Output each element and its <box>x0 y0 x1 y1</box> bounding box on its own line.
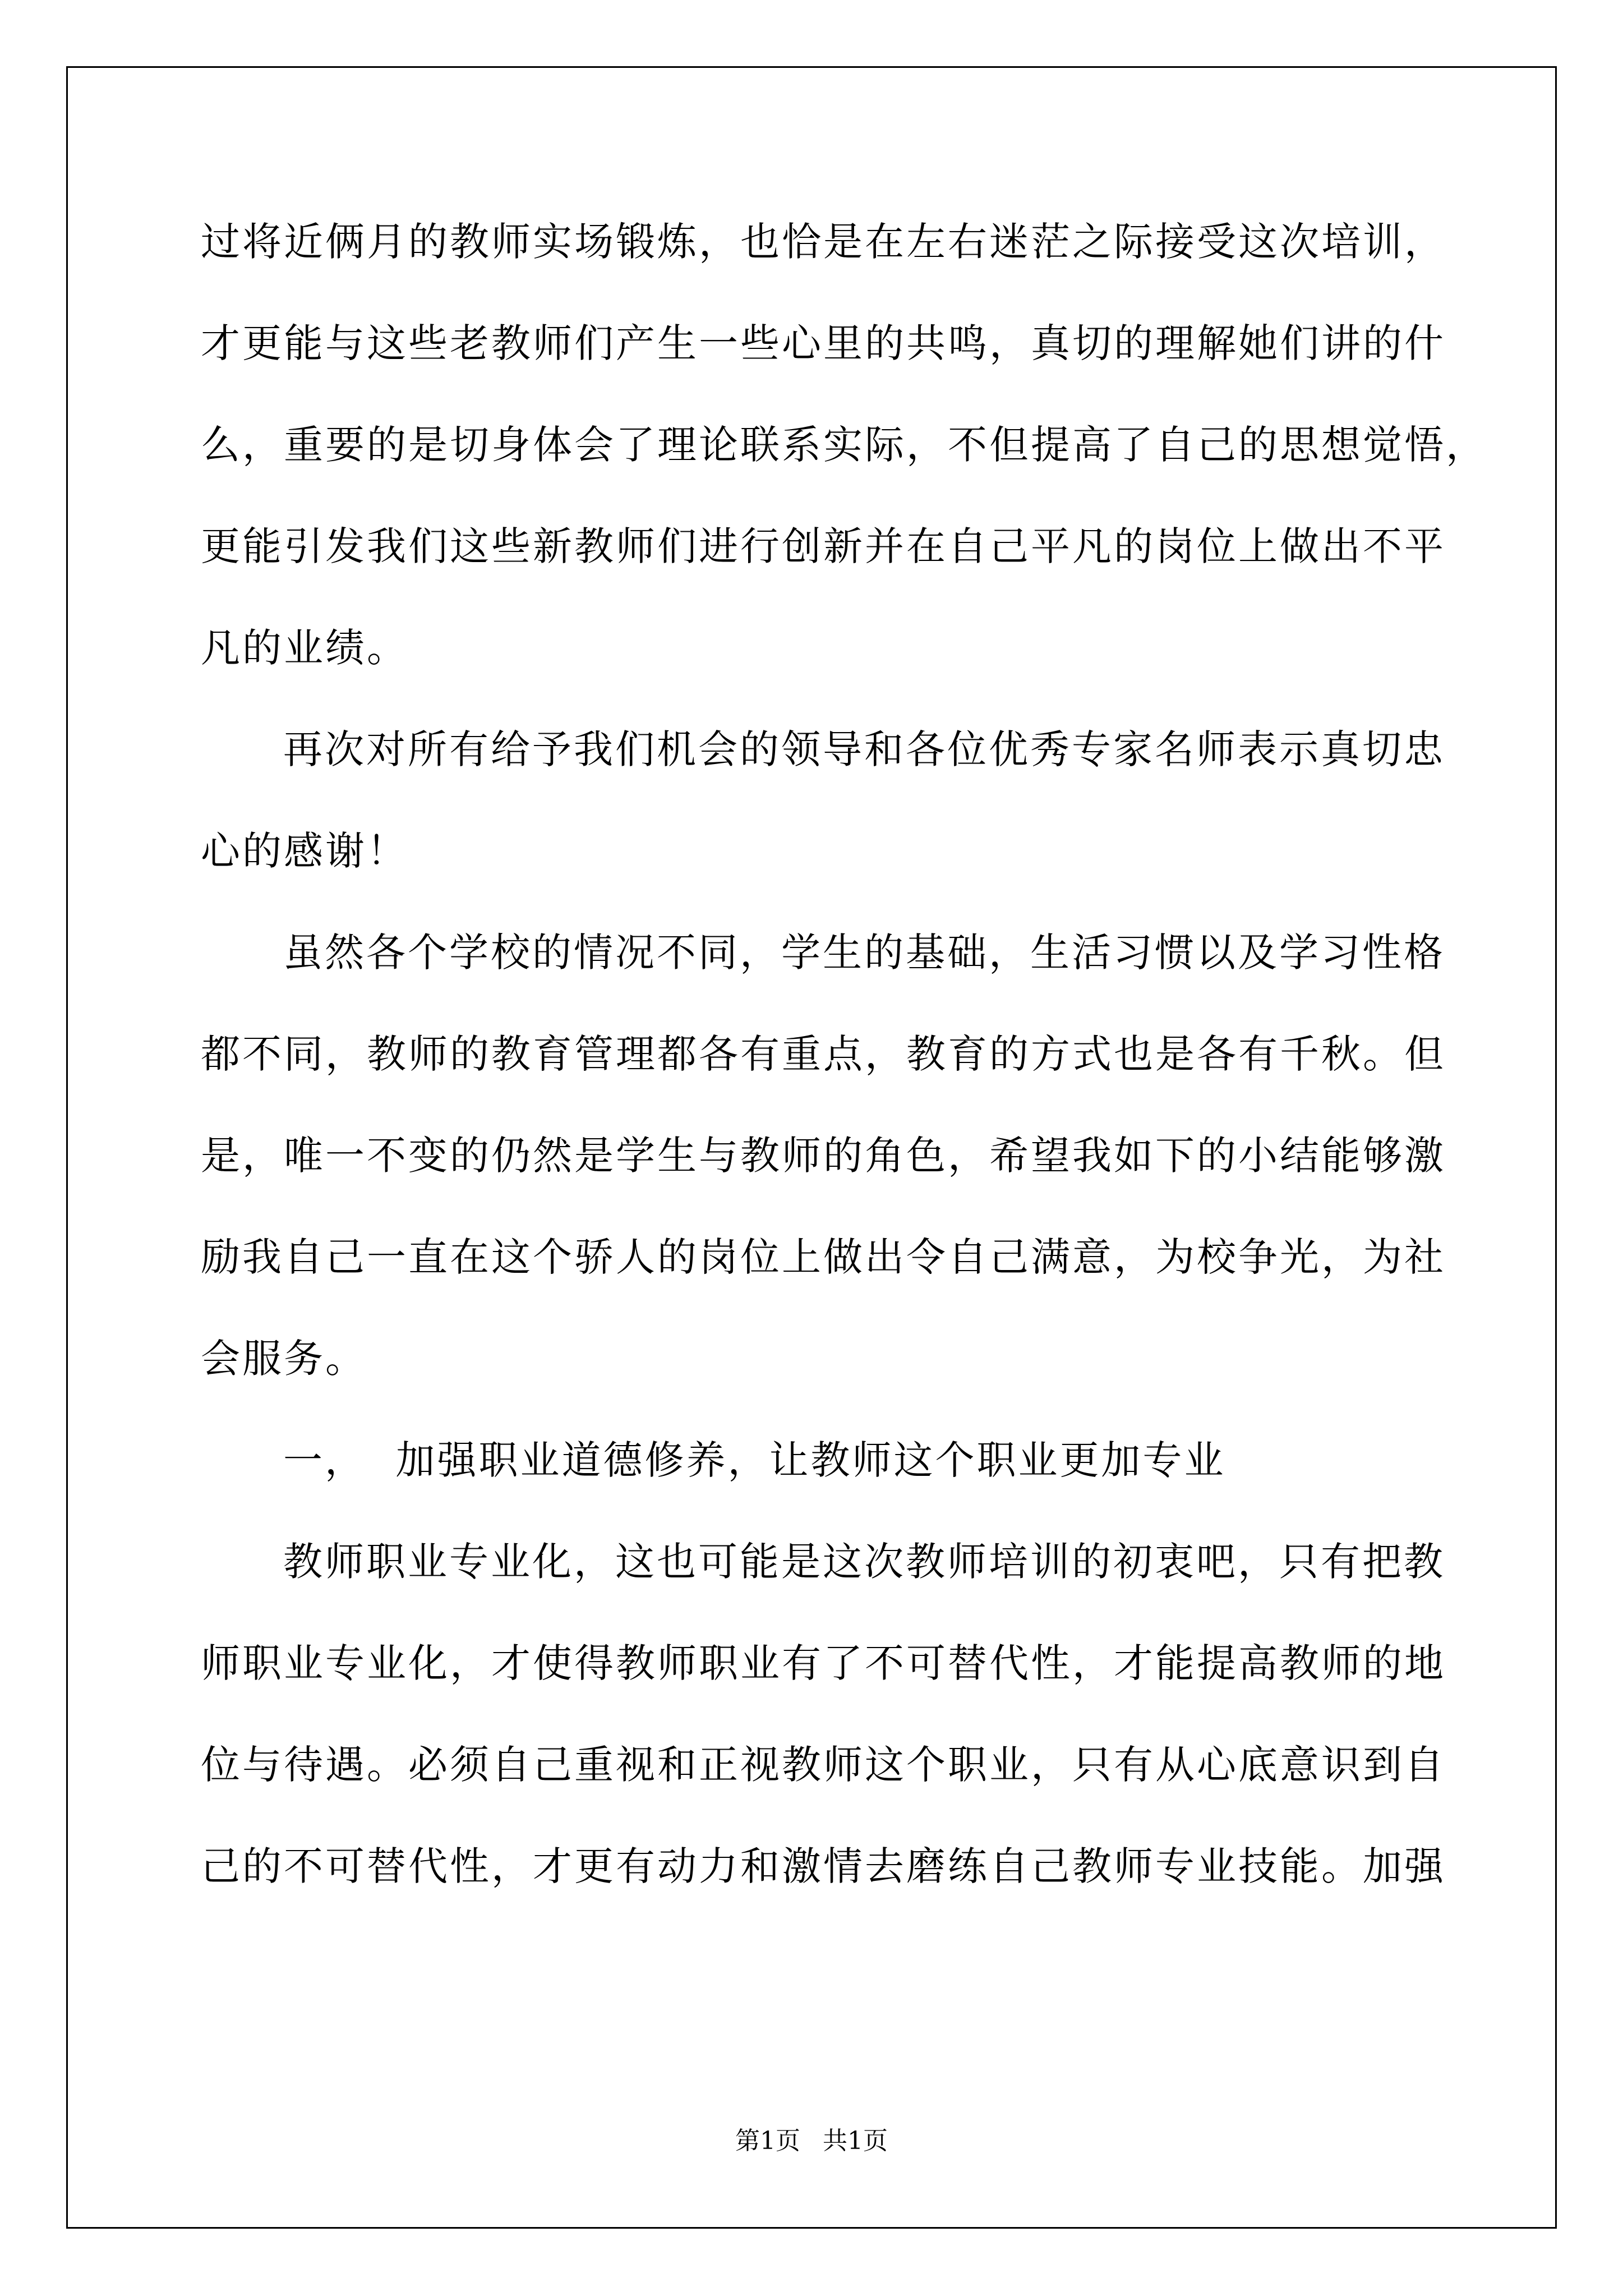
text-line: 是，唯一不变的仍然是学生与教师的角色，希望我如下的小结能够激 <box>201 1133 1446 1179</box>
text-line: 师职业专业化，才使得教师职业有了不可替代性，才能提高教师的地 <box>201 1640 1446 1686</box>
text-line: 虽然各个学校的情况不同，学生的基础，生活习惯以及学习性格 <box>283 930 1445 976</box>
text-line: 己的不可替代性，才更有动力和激情去磨练自己教师专业技能。加强 <box>201 1843 1446 1889</box>
document-body <box>201 219 1487 1945</box>
text-line: 过将近俩月的教师实场锻炼，也恰是在左右迷茫之际接受这次培训， <box>201 219 1446 265</box>
text-line: 凡的业绩。 <box>201 625 408 671</box>
text-line: 位与待遇。必须自己重视和正视教师这个职业，只有从心底意识到自 <box>201 1742 1446 1788</box>
text-line: 都不同，教师的教育管理都各有重点，教育的方式也是各有千秋。但 <box>201 1031 1446 1077</box>
page-total: 共1页 <box>823 2127 888 2155</box>
text-line: 再次对所有给予我们机会的领导和各位优秀专家名师表示真切忠 <box>283 726 1445 772</box>
text-line: 更能引发我们这些新教师们进行创新并在自己平凡的岗位上做出不平 <box>201 523 1446 569</box>
text-line: 会服务。 <box>201 1336 367 1382</box>
text-line: 么，重要的是切身体会了理论联系实际，不但提高了自己的思想觉悟， <box>201 422 1487 468</box>
text-line: 励我自己一直在这个骄人的岗位上做出令自己满意，为校争光，为社 <box>201 1234 1446 1280</box>
page-number: 第1页 <box>735 2127 800 2155</box>
text-line: 心的感谢！ <box>201 828 408 874</box>
page-footer <box>0 2127 1623 2155</box>
text-line: 才更能与这些老教师们产生一些心里的共鸣，真切的理解她们讲的什 <box>201 320 1446 366</box>
text-line: 教师职业专业化，这也可能是这次教师培训的初衷吧，只有把教 <box>283 1539 1445 1585</box>
section-heading: 一， 加强职业道德修养，让教师这个职业更加专业 <box>283 1437 1226 1483</box>
